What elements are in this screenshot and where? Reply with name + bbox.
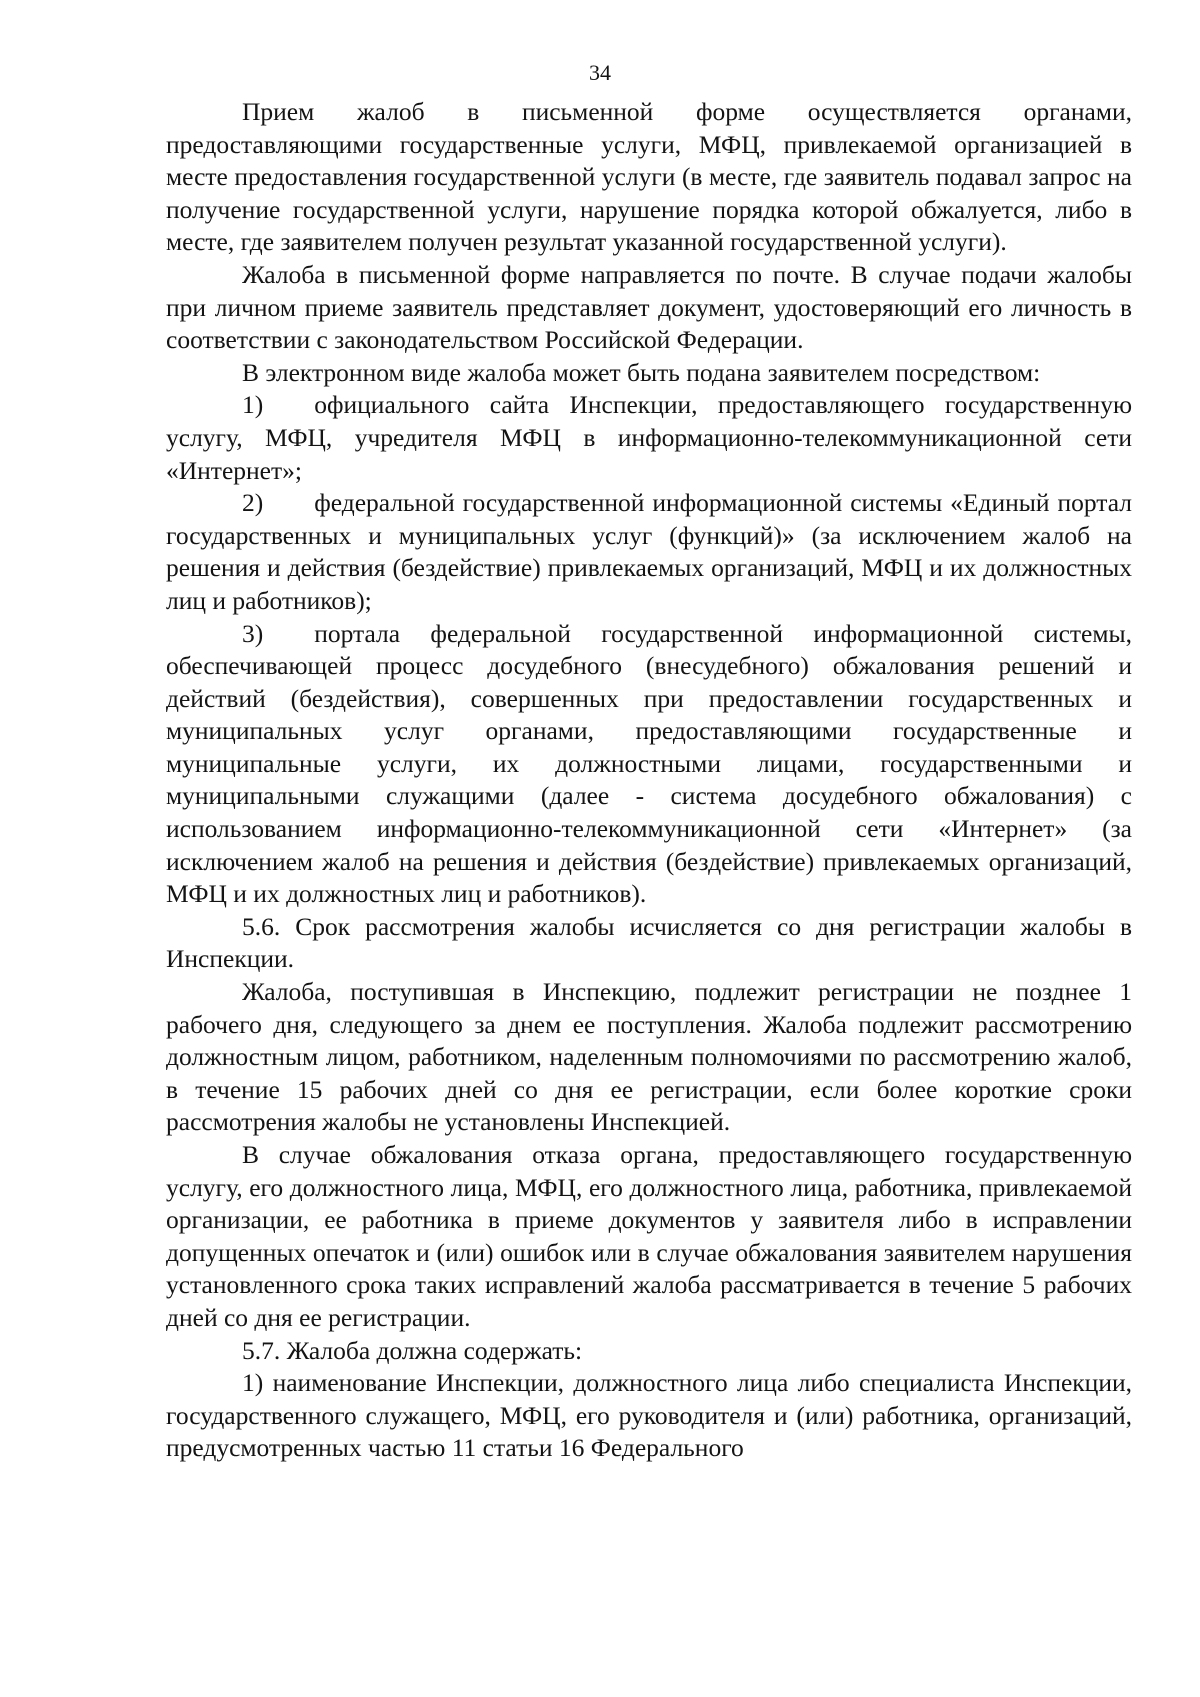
document-body [166, 96, 1132, 1465]
page-number: 34 [589, 60, 611, 85]
list-item-pretrial-appeal-portal: 3) портала федеральной государственной информационной системы, обеспечивающей процесс досудебного (внесудебного) обжалования решений и действий (бездействия), совершенных при предоставлении государственных и муниципальных услуг органами, предоставляющими государственные и муниципальные услуги, их должностными лицами, государственными и муниципальными служащими (далее - система досудебного обжалования) с использованием информационно-телекоммуникационной сети «Интернет» (за исключением жалоб на решения и действия (бездействие) привлекаемых организаций, МФЦ и их должностных лиц и работников). [166, 618, 1132, 909]
paragraph-refusal-appeal: В случае обжалования отказа органа, предоставляющего государственную услугу, его должностного лица, МФЦ, его должностного лица, работника, привлекаемой организации, ее работника в приеме документов у заявителя либо в исправлении допущенных опечаток и (или) ошибок или в случае обжалования заявителем нарушения установленного срока таких исправлений жалоба рассматривается в течение 5 рабочих дней со дня ее регистрации. [166, 1140, 1132, 1332]
list-item-unified-portal: 2) федеральной государственной информационной системы «Единый портал государственных и муниципальных услуг (функций)» (за исключением жалоб на решения и действия (бездействие) привлекаемых организаций, МФЦ и их должностных лиц и работников); [166, 488, 1132, 615]
paragraph-complaint-by-mail: Жалоба в письменной форме направляется по почте. В случае подачи жалобы при личном приеме заявитель представляет документ, удостоверяющий его личность в соответствии с законодательством Российской Федерации. [166, 259, 1132, 355]
paragraph-complaint-registration: Жалоба, поступившая в Инспекцию, подлежит регистрации не позднее 1 рабочего дня, следующего за днем ее поступления. Жалоба подлежит рассмотрению должностным лицом, работником, наделенным полномочиями по рассмотрению жалоб, в течение 15 рабочих дней со дня ее регистрации, если более короткие сроки рассмотрения жалобы не установлены Инспекцией. [166, 977, 1132, 1137]
list-item-inspection-name: 1) наименование Инспекции, должностного лица либо специалиста Инспекции, государственного служащего, МФЦ, его руководителя и (или) работника, организаций, предусмотренных частью 11 статьи 16 Федерального [166, 1368, 1132, 1463]
paragraph-electronic-complaint: В электронном виде жалоба может быть подана заявителем посредством: [242, 357, 1041, 387]
paragraph-written-complaint-reception: Прием жалоб в письменной форме осуществляется органами, предоставляющими государственные услуги, МФЦ, привлекаемой организацией в месте предоставления государственной услуги (в месте, где заявитель подавал запрос на получение государственной услуги, нарушение порядка которой обжалуется, либо в месте, где заявителем получен результат указанной государственной услуги). [166, 97, 1132, 257]
paragraph-section-5-6: 5.6. Срок рассмотрения жалобы исчисляется со дня регистрации жалобы в Инспекции. [166, 911, 1132, 974]
list-item-official-site: 1) официального сайта Инспекции, предоставляющего государственную услугу, МФЦ, учредителя МФЦ в информационно-телекоммуникационной сети «Интернет»; [166, 390, 1132, 485]
paragraph-section-5-7: 5.7. Жалоба должна содержать: [242, 1335, 583, 1365]
